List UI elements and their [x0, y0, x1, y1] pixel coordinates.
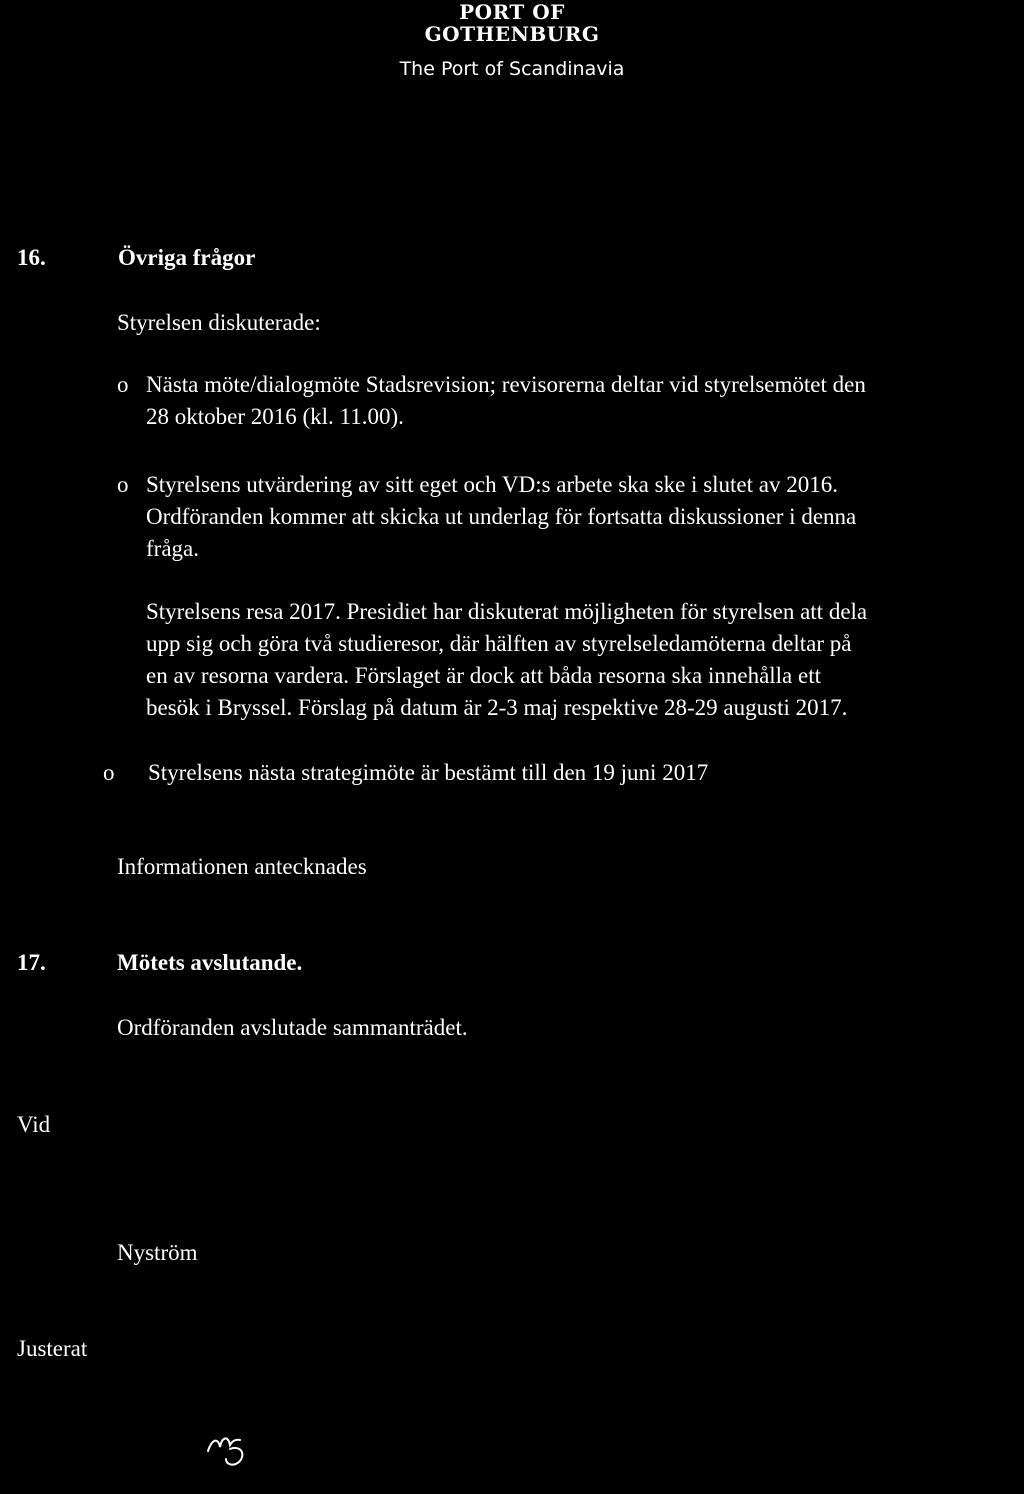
vid-label: Vid: [17, 1112, 51, 1137]
bullet-marker: o: [117, 472, 129, 497]
bullet-marker: o: [103, 760, 115, 785]
section-17-number: 17.: [17, 950, 46, 975]
paragraph-line-3: en av resorna vardera. Förslaget är dock att båda resorna ska innehålla ett: [146, 663, 822, 688]
signature-mark: [200, 1425, 260, 1475]
bullet-1-line-2: 28 oktober 2016 (kl. 11.00).: [146, 404, 404, 429]
bullet-3: Styrelsens nästa strategimöte är bestämt till den 19 juni 2017: [148, 760, 709, 785]
paragraph-line-2: upp sig och göra två studieresor, där hälften av styrelseledamöterna deltar på: [146, 631, 852, 656]
section-17-title: Mötets avslutande.: [117, 950, 303, 975]
logo-text-line1: PORT OF: [459, 0, 565, 24]
section-16-title: Övriga frågor: [118, 245, 256, 270]
bullet-2-line-1: Styrelsens utvärdering av sitt eget och VD:s arbete ska ske i slutet av 2016.: [146, 472, 838, 497]
paragraph-line-4: besök i Bryssel. Förslag på datum är 2-3 maj respektive 28-29 augusti 2017.: [146, 695, 848, 720]
conclusion: Informationen antecknades: [117, 854, 367, 879]
logo-text-line2: GOTHENBURG: [424, 22, 600, 46]
bullet-2-line-2: Ordföranden kommer att skicka ut underlag för fortsatta diskussioner i denna: [146, 504, 857, 529]
section-16-number: 16.: [17, 245, 46, 270]
tagline: The Port of Scandinavia: [399, 58, 625, 80]
section-16-intro: Styrelsen diskuterade:: [117, 310, 321, 335]
bullet-2-line-3: fråga.: [146, 536, 199, 561]
signatory-name: Nyström: [117, 1240, 198, 1265]
paragraph-line-1: Styrelsens resa 2017. Presidiet har diskuterat möjligheten för styrelsen att dela: [146, 599, 868, 624]
justerat-label: Justerat: [17, 1336, 88, 1361]
bullet-1-line-1: Nästa möte/dialogmöte Stadsrevision; revisorerna deltar vid styrelsemötet den: [146, 372, 866, 397]
bullet-marker: o: [117, 372, 129, 397]
section-17-text: Ordföranden avslutade sammanträdet.: [117, 1015, 468, 1040]
